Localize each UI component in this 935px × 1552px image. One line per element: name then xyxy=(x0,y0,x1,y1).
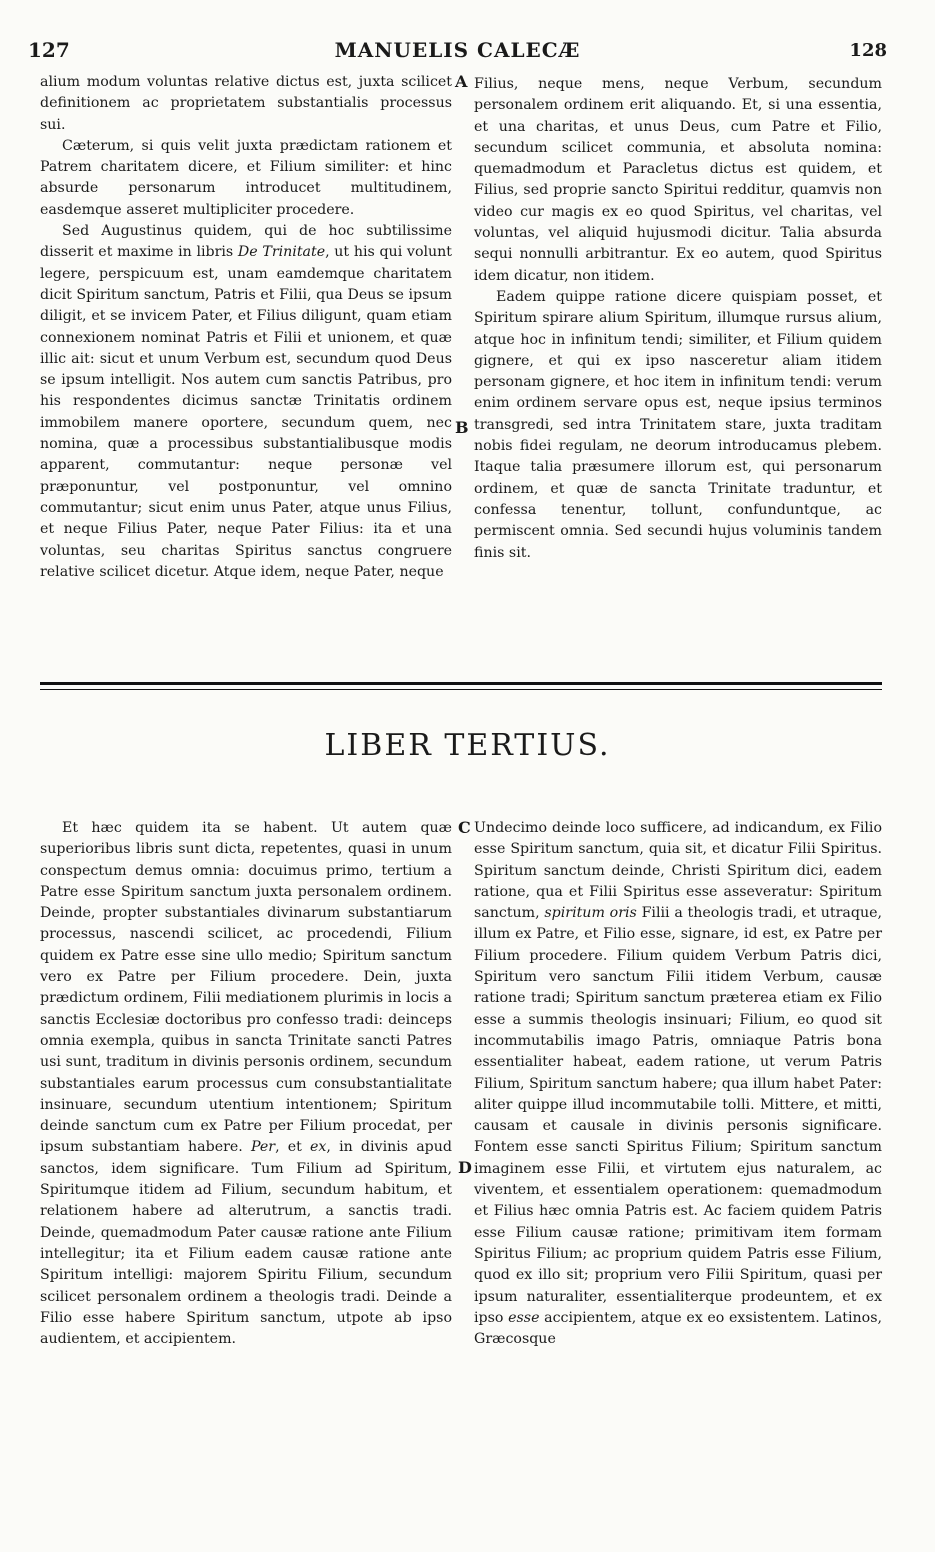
page-number-left: 127 xyxy=(28,38,70,62)
text-run: Undecimo deinde loco sufficere, ad indicandum, ex Filio esse Spiritum sanctum, quia sit, et dicatur Filii Spiritus. Spiritum sanctum deinde, Christi Spiritum dici, eadem ratione, qua et Filii Spiritus esse asseveratur: Spiritum sanctum, xyxy=(474,820,882,922)
book-title: LIBER TERTIUS. xyxy=(324,728,611,763)
text-run: , in divinis apud sanctos, idem significare. Tum Filium ad Spiritum, Spiritumque itidem ad Filium, secundum habitum, et relationem habere ad alterutrum, a sanctis tradi. Deinde, quemadmodum Pater causæ ratione ante Filium intellegitur; ita et Filium eadem causæ ratione ante Spiritum intelligi: majorem Spiritu Filium, secundum scilicet personalem ordinem a theologis tradi. Deinde a Filio esse habere Spiritum sanctum, utpote ab ipso audientem, et accipientem. xyxy=(40,1139,452,1348)
italic-phrase: spiritum oris xyxy=(544,905,637,922)
paragraph xyxy=(40,818,452,1350)
column-top-left xyxy=(40,72,452,583)
text-run: Filii a theologis tradi, et utraque, illum ex Patre, et Filio esse, signare, id est, ex Patre per Filium procedere. Filium quidem Verbum Patris dici, Spiritum vero sanctum Filii itidem Verbum, causæ ratione tradi; Spiritum sanctum præterea etiam ex Filio esse a summis theologis insinuari; Filium, eo quod sit incommutabilis imago Patris, omniaque Patris bona essentialiter habeat, eadem ratione, ut verum Patris Filium, Spiritum sanctum habere; qua illum habet Pater: aliter quippe illud incommutabile tolli. Mittere, et mitti, causam et causale in divinis personis significare. Fontem esse sancti Spiritus Filium; Spiritum sanctum imaginem esse Filii, et virtutem ejus naturalem, ac viventem, et essentialem operationem: quemadmodum et Filius hæc omnia Patris est. Ac faciem quidem Patris esse Filium causæ ratione; primitivam item formam Spiritus Filium; ac proprium quidem Patris esse Filium, quod ex illo sit; proprium vero Filii Spiritum, quasi per ipsum naturaliter, essentialiterque prodeuntem, et ex ipso xyxy=(474,905,882,1326)
italic-word: Per xyxy=(250,1139,276,1156)
text-run: , ut his qui volunt legere, perspicuum est, unam eamdemque charitatem dicit Spiritum sanctum, Patris et Filii, qua Deus se ipsum diligit, et se invicem Pater, et Filius diligunt, quam etiam connexionem nominat Patris et Filii et unionem, et quæ illic ait: sicut et unum Verbum est, secundum quod Deus se ipsum intelligit. Nos autem cum sanctis Patribus, pro his respondentes dicimus sanctæ Trinitatis ordinem immobilem manere oportere, secundum quem, nec nomina, quæ a processibus substantialibusque modis apparent, commutantur: neque personæ vel præponuntur, vel postponuntur, vel omnino commutantur; sicut enim unus Pater, atque unus Filius, et neque Filius Pater, neque Pater Filius: ita et una voluntas, seu charitas Spiritus sanctus congruere relative scilicet dicetur. Atque idem, neque Pater, neque xyxy=(40,244,453,580)
italic-word: ex xyxy=(310,1139,327,1156)
text-run: , et xyxy=(275,1139,311,1156)
italic-word: esse xyxy=(508,1309,540,1326)
running-head xyxy=(28,38,887,68)
page-number-right: 128 xyxy=(849,40,887,61)
text-run: accipientem, atque ex eo exsistentem. Latinos, Græcosque xyxy=(474,1309,883,1348)
paragraph: Cæterum, si quis velit juxta prædictam rationem et Patrem charitatem dicere, et Filium similiter: et hinc absurde personarum introducet multitudinem, easdemque asseret multipliciter procedere. xyxy=(40,137,452,218)
margin-marker-d: D xyxy=(458,1158,472,1177)
section-rule xyxy=(40,682,882,685)
paragraph xyxy=(40,221,452,583)
paragraph: Eadem quippe ratione dicere quispiam posset, et Spiritum spirare alium Spiritum, illumque rursus alium, atque hoc in infinitum tendi; similiter, et Filium quidem gignere, et qui ex ipso nasceretur aliam itidem personam gignere, et hoc item in infinitum tendi: verum enim ordinem servare opus est, neque ipsius terminos transgredi, sed intra Trinitatem stare, juxta traditam nobis fidei regulam, ne deorum introducamus plebem. Itaque talia præsumere illorum est, qui personarum ordinem, et quæ de sancta Trinitate traduntur, et confessa tenentur, tollunt, confunduntque, ac permiscent omnia. Sed secundi hujus voluminis tandem finis sit. xyxy=(474,288,882,561)
running-title: MANUELIS CALECÆ xyxy=(334,38,581,62)
text-run: Et hæc quidem ita se habent. Ut autem quæ superioribus libris sunt dicta, repetentes, quasi in unum conspectum demus omnia: docuimus primo, tertium a Patre esse Spiritum sanctum juxta personalem ordinem. Deinde, propter substantiales divinarum substantiarum processus, nascendi scilicet, ac procedendi, Filium quidem ex Patre esse sine ullo medio; Spiritum sanctum vero ex Patre per Filium procedere. Dein, juxta prædictum ordinem, Filii mediationem plurimis in locis a sanctis Ecclesiæ doctoribus pro confesso tradi: deinceps omnia exempla, quibus in sancta Trinitate sancti Patres usi sunt, traditum in divinis personis ordinem, secundum substantiales earum processus cum consubstantialitate insinuare, secundum utentium intentionem; Spiritum deinde sanctum cum ex Patre per Filium procedat, per ipsum substantiam habere. xyxy=(40,820,452,1156)
paragraph: alium modum voluntas relative dictus est, juxta scilicet definitionem ac proprietatem substantialis processus sui. xyxy=(40,74,452,133)
section-rule-thin xyxy=(40,689,882,690)
margin-marker-c: C xyxy=(458,818,471,837)
column-bottom-right xyxy=(474,818,882,1350)
text-run: Sed Augustinus quidem, qui de hoc subtilissime disserit et maxime in libris xyxy=(40,223,452,261)
column-bottom-left xyxy=(40,818,452,1350)
margin-marker-a: A xyxy=(455,72,468,91)
paragraph xyxy=(474,818,882,1350)
column-top-right xyxy=(474,74,882,564)
italic-title: De Trinitate xyxy=(237,244,326,261)
margin-marker-b: B xyxy=(455,418,469,437)
paragraph: Filius, neque mens, neque Verbum, secundum personalem ordinem erit aliquando. Et, si una essentia, et una charitas, et unus Deus, cum Patre et Filio, secundum scilicet communia, et absoluta nomina: quemadmodum et Paracletus dictus est quidem, et Filius, sed proprie sancto Spiritui redditur, quamvis non video cur magis ex eo quod Spiritus, vel charitas, vel voluntas, vel aliquid hujusmodi dicitur. Talia absurda sequi nonnulli arbitrantur. Ex eo autem, quod Spiritus idem dicatur, non itidem. xyxy=(474,76,882,284)
